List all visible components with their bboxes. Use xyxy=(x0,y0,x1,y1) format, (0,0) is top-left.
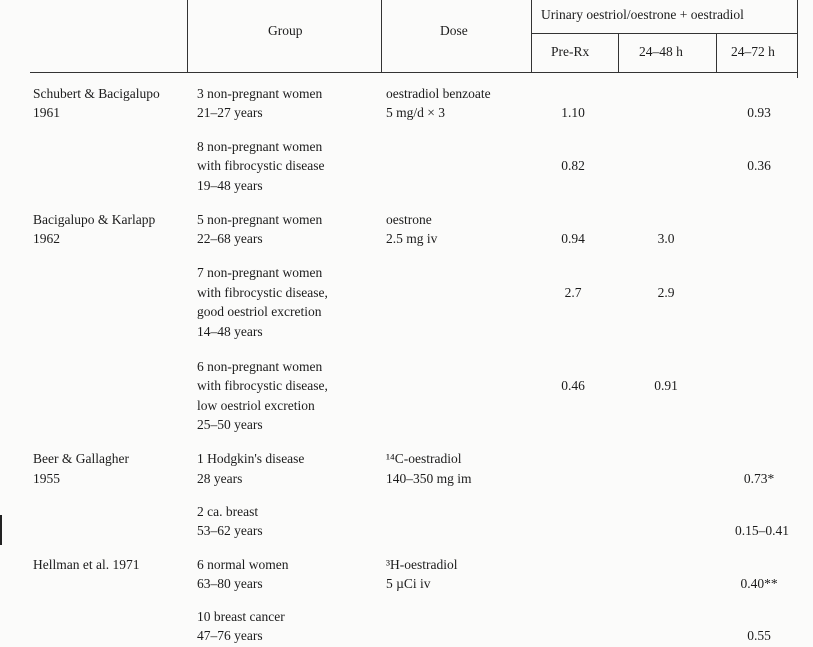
study-dose-line: 5 mg/d × 3 xyxy=(386,105,445,120)
study-dose-line: 140–350 mg im xyxy=(386,471,472,486)
value-pre-rx: 0.82 xyxy=(561,158,585,173)
group-line: 63–80 years xyxy=(197,576,263,591)
group-line: 19–48 years xyxy=(197,178,263,193)
header-divider-dose xyxy=(381,0,382,72)
study-year: 1955 xyxy=(33,471,60,486)
study-dose-line: oestrone xyxy=(386,212,432,227)
study-authors: Hellman et al. 1971 xyxy=(33,557,140,572)
header-subrule xyxy=(531,33,797,34)
study-authors: Schubert & Bacigalupo xyxy=(33,86,160,101)
group-line: with fibrocystic disease xyxy=(197,158,325,173)
header-group: Group xyxy=(268,23,303,38)
study-authors: Bacigalupo & Karlapp xyxy=(33,212,156,227)
group-line: 47–76 years xyxy=(197,628,263,643)
value-24-72h: 0.55 xyxy=(747,628,771,643)
study-year: 1961 xyxy=(33,105,60,120)
value-24-72h: 0.15–0.41 xyxy=(735,523,789,538)
value-24-48h: 0.91 xyxy=(654,378,678,393)
value-pre-rx: 2.7 xyxy=(564,285,582,300)
group-line: 6 non-pregnant women xyxy=(197,359,323,374)
header-divider-pre xyxy=(618,33,619,72)
study-dose-line: 2.5 mg iv xyxy=(386,231,438,246)
group-line: 53–62 years xyxy=(197,523,263,538)
group-line: 8 non-pregnant women xyxy=(197,139,323,154)
header-pre-rx: Pre-Rx xyxy=(551,44,590,59)
study-authors: Beer & Gallagher xyxy=(33,451,129,466)
study-dose-line: oestradiol benzoate xyxy=(386,86,491,101)
header-divider-ratio xyxy=(531,0,532,72)
group-line: good oestriol excretion xyxy=(197,304,322,319)
value-pre-rx: 0.46 xyxy=(561,378,585,393)
header-ratio: Urinary oestriol/oestrone + oestradiol xyxy=(541,7,744,22)
group-line: 2 ca. breast xyxy=(197,504,259,519)
header-bottom-rule xyxy=(30,72,798,73)
study-dose-line: ³H-oestradiol xyxy=(386,557,458,572)
page-edge-mark xyxy=(0,515,2,545)
group-line: with fibrocystic disease, xyxy=(197,285,328,300)
study-dose-line: ¹⁴C-oestradiol xyxy=(386,451,462,466)
value-pre-rx: 1.10 xyxy=(561,105,585,120)
value-24-72h: 0.73* xyxy=(743,471,775,486)
header-24-48h: 24–48 h xyxy=(639,44,683,59)
header-divider-group xyxy=(187,0,188,72)
header-divider-right xyxy=(797,0,798,78)
study-year: 1962 xyxy=(33,231,60,246)
group-line: 28 years xyxy=(197,471,243,486)
group-line: 21–27 years xyxy=(197,105,263,120)
group-line: 3 non-pregnant women xyxy=(197,86,323,101)
header-24-72h: 24–72 h xyxy=(731,44,775,59)
value-24-48h: 2.9 xyxy=(657,285,675,300)
value-24-72h: 0.40** xyxy=(740,576,778,591)
group-line: 22–68 years xyxy=(197,231,263,246)
study-dose-line: 5 µCi iv xyxy=(386,576,431,591)
value-pre-rx: 0.94 xyxy=(561,231,585,246)
header-dose: Dose xyxy=(440,23,468,38)
value-24-48h: 3.0 xyxy=(657,231,675,246)
header-divider-2448 xyxy=(716,33,717,72)
group-line: 6 normal women xyxy=(197,557,289,572)
group-line: 5 non-pregnant women xyxy=(197,212,323,227)
value-24-72h: 0.36 xyxy=(747,158,771,173)
group-line: 10 breast cancer xyxy=(197,609,285,624)
value-24-72h: 0.93 xyxy=(747,105,771,120)
group-line: 25–50 years xyxy=(197,417,263,432)
group-line: low oestriol excretion xyxy=(197,398,315,413)
group-line: with fibrocystic disease, xyxy=(197,378,328,393)
group-line: 14–48 years xyxy=(197,324,263,339)
group-line: 7 non-pregnant women xyxy=(197,265,323,280)
group-line: 1 Hodgkin's disease xyxy=(197,451,305,466)
